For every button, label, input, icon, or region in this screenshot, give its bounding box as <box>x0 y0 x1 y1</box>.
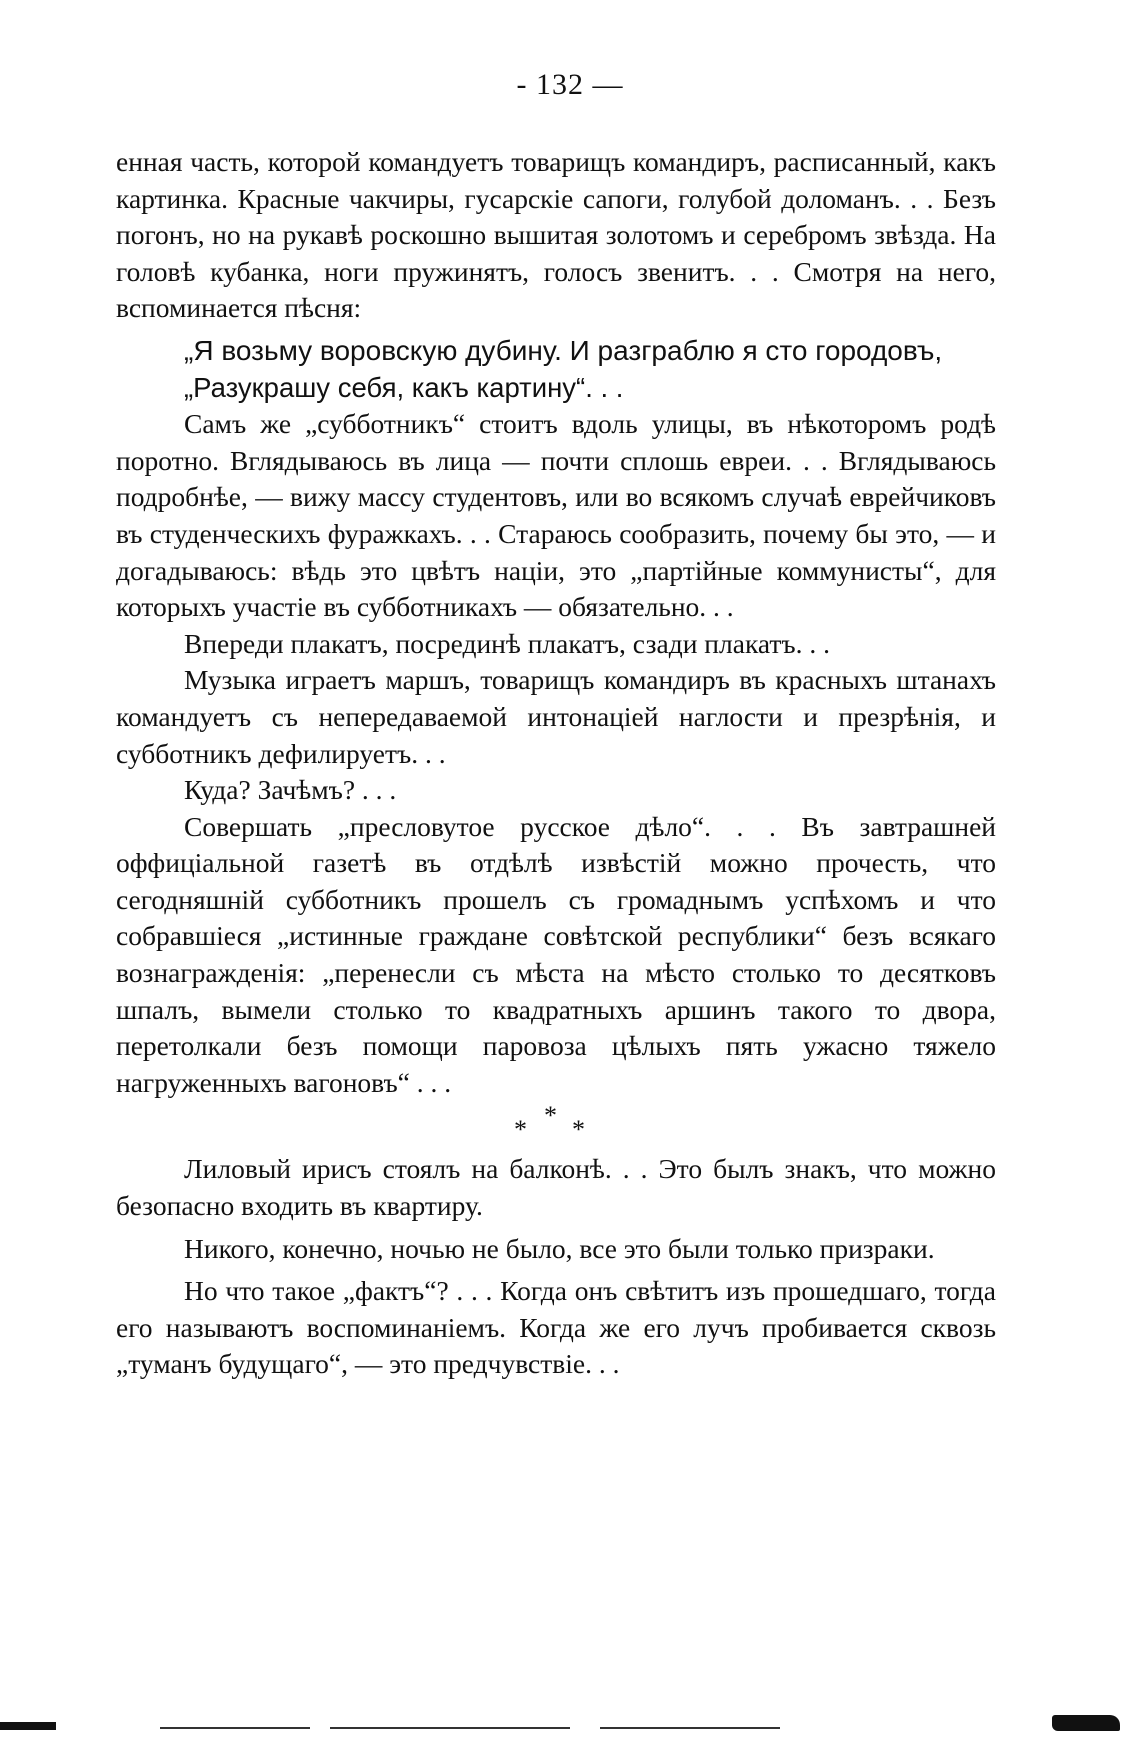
page-text <box>116 144 996 1383</box>
separator-star: * <box>572 1115 585 1145</box>
paragraph: енная часть, которой командуетъ товарищъ командиръ, расписанный, какъ картинка. Красные чакчиры, гусарскіе сапоги, голубой доломанъ. . . Безъ погонъ, но на рукавѣ роскошно вышитая золотомъ и серебромъ звѣзда. На головѣ кубанка, ноги пружинятъ, голосъ звенитъ. . . Смотря на него, вспоминается пѣсня: <box>116 146 996 324</box>
scan-artifact <box>330 1727 570 1729</box>
paragraph: Куда? Зачѣмъ? . . . <box>184 774 397 806</box>
scan-artifact <box>600 1727 780 1729</box>
scan-artifact <box>0 1722 56 1730</box>
paragraph: Совершать „пресловутое русское дѣло“. . . Въ завтрашней оффиціальной газетѣ въ отдѣлѣ извѣстій можно прочесть, что сегодняшній субботникъ прошелъ съ громаднымъ успѣхомъ и что собравшіеся „истинные граждане совѣтской республики“ безъ всякаго вознагражденія: „перенесли съ мѣста на мѣсто столько то десятковъ шпалъ, вымели столько то квадратныхъ аршинъ такого то двора, перетолкали безъ помощи паровоза цѣлыхъ пять ужасно тяжело нагруженныхъ вагоновъ“ . . . <box>116 810 996 1098</box>
paragraph: Никого, конечно, ночью не было, все это были только призраки. <box>184 1232 935 1264</box>
scan-artifact <box>1052 1715 1120 1731</box>
paragraph: Но что такое „фактъ“? . . . Когда онъ свѣтитъ изъ прошедшаго, тогда его называютъ воспоминаніемъ. Когда же его лучъ пробивается сквозь „туманъ будущаго“, — это предчувствіе. . . <box>116 1275 996 1380</box>
page-number: - 132 — <box>516 68 624 101</box>
paragraph: Лиловый ирисъ стоялъ на балконѣ. . . Это былъ знакъ, что можно безопасно входить въ квартиру. <box>116 1153 996 1222</box>
poem-line: „Разукрашу себя, какъ картину“. . . <box>184 371 624 403</box>
separator-star: * <box>544 1101 557 1131</box>
section-separator <box>116 1103 996 1147</box>
paragraph: Самъ же „субботникъ“ стоитъ вдоль улицы, въ нѣкоторомъ родѣ поротно. Вглядываюсь въ лица — почти сплошь евреи. . . Вглядываюсь подробнѣе, — вижу массу студентовъ, или во всякомъ случаѣ еврейчиковъ въ студенческихъ фуражкахъ. . . Стараюсь сообразить, почему бы это, — и догадываюсь: вѣдь это цвѣтъ націи, это „партійные коммунисты“, для которыхъ участіе въ субботникахъ — обязательно. . . <box>116 408 996 623</box>
paragraph: Музыка играетъ маршъ, товарищъ командиръ въ красныхъ штанахъ командуетъ съ непередаваемой интонаціей наглости и презрѣнія, и субботникъ дефилируетъ. . . <box>116 664 996 769</box>
poem-line: „Я возьму воровскую дубину. И разграблю я сто городовъ, <box>184 334 943 366</box>
scan-artifact <box>160 1727 310 1729</box>
paragraph: Впереди плакатъ, посрединѣ плакатъ, сзади плакатъ. . . <box>184 627 831 659</box>
separator-star: * <box>514 1115 527 1145</box>
